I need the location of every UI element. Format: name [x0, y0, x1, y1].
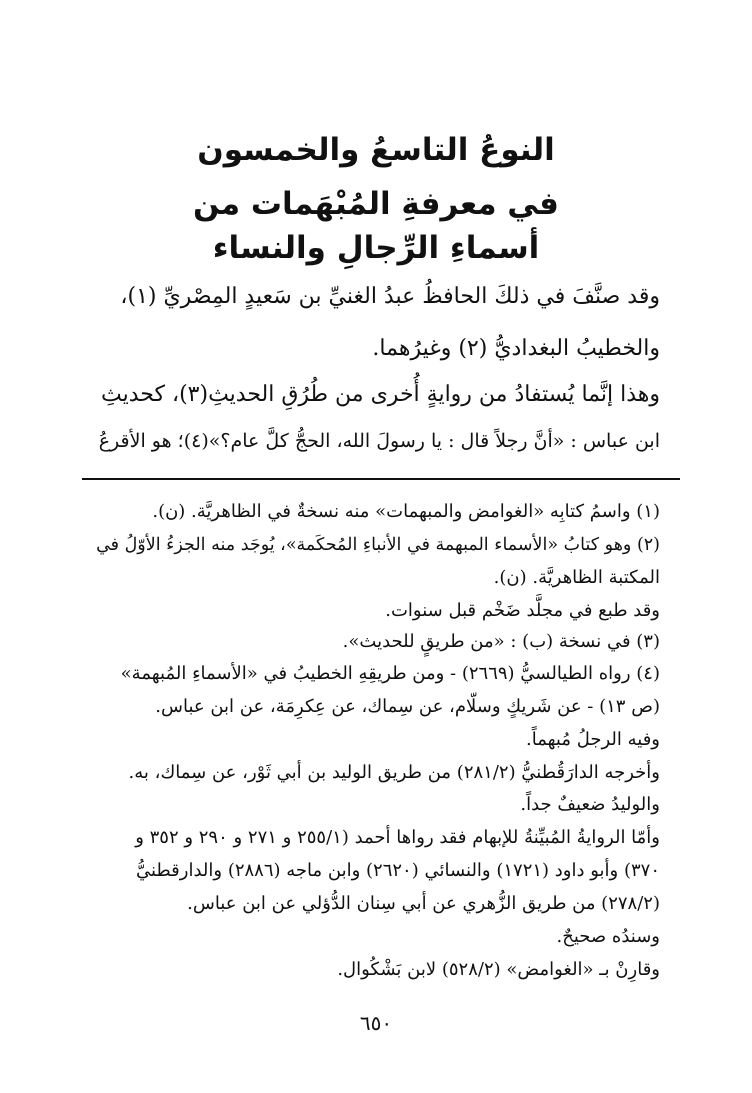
- footnote-4-note-5: ٣٧٠) وأبو داود (١٧٢١) والنسائي (٢٦٢٠) وابن ماجه (٢٨٨٦) والدارقطنيُّ: [135, 860, 660, 881]
- footnote-3: (٣) في نسخة (ب) : «من طريقٍ للحديث».: [342, 631, 660, 652]
- chapter-title-line-3: أسماءِ الرِّجالِ والنساء: [212, 230, 540, 266]
- footnote-2: (٢) وهو كتابُ «الأسماء المبهمة في الأنباءِ المُحكَمة»، يُوجَد منه الجزءُ الأوّلُ في: [96, 535, 660, 555]
- footnote-4-note-8: وقارِنْ بـ «الغوامض» (٥٢٨/٢) لابن بَشْكُوال.: [337, 959, 660, 980]
- footnote-4-note-4: وأمّا الروايةُ المُبيِّنةُ للإبهام فقد رواها أحمد (٢٥٥/١ و ٢٧١ و ٢٩٠ و ٣٥٢ و: [135, 827, 660, 848]
- footnote-4-note-3: والوليدُ ضعيفٌ جداً.: [520, 794, 660, 815]
- chapter-title-line-2: في معرفةِ المُبْهَمات من: [193, 186, 559, 222]
- body-line-2: والخطيبُ البغداديُّ (٢) وغيرُهما.: [372, 336, 660, 361]
- footnote-4-note-1: وفيه الرجلُ مُبهماً.: [526, 729, 660, 750]
- footnote-4-note-7: وسندُه صحيحٌ.: [556, 926, 660, 947]
- footnote-4-note-2: وأخرجه الدارَقُطنيُّ (٢٨١/٢) من طريق الوليد بن أبي ثَوْر، عن سِماك، به.: [128, 762, 660, 783]
- footnote-4-note-6: (٢٧٨/٢) من طريق الزُّهري عن أبي سِنان الدُّؤلي عن ابن عباس.: [187, 893, 660, 914]
- chapter-title-line-1: النوعُ التاسعُ والخمسون: [197, 132, 555, 168]
- body-line-3: وهذا إنَّما يُستفادُ من روايةٍ أُخرى من طُرُقِ الحديثِ(٣)، كحديثِ: [101, 382, 660, 407]
- body-line-1: وقد صنَّفَ في ذلكَ الحافظُ عبدُ الغنيِّ بن سَعيدٍ المِصْريِّ (١)،: [120, 284, 660, 309]
- body-line-4: ابن عباس : «أنَّ رجلاً قال : يا رسولَ الله، الحجُّ كلَّ عام؟»(٤)؛ هو الأقرعُ: [98, 430, 660, 452]
- footnote-4-cont: (ص ١٣) - عن شَريكٍ وسلّام، عن سِماك، عن عِكرِمَة، عن ابن عباس.: [155, 696, 660, 717]
- page-number: ٦٥٠: [359, 1011, 393, 1035]
- footnote-1: (١) واسمُ كتابِه «الغوامض والمبهمات» منه نسخةٌ في الظاهريَّة. (ن).: [152, 501, 660, 522]
- footnote-separator: [82, 478, 680, 480]
- footnote-2-cont: المكتبة الظاهريَّة. (ن).: [493, 567, 660, 588]
- footnote-2-note: وقد طبع في مجلَّد ضَخْم قبل سنوات.: [385, 600, 660, 621]
- footnote-4: (٤) رواه الطيالسيُّ (٢٦٦٩) - ومن طريقِهِ الخطيبُ في «الأسماءِ المُبهمة»: [120, 663, 660, 684]
